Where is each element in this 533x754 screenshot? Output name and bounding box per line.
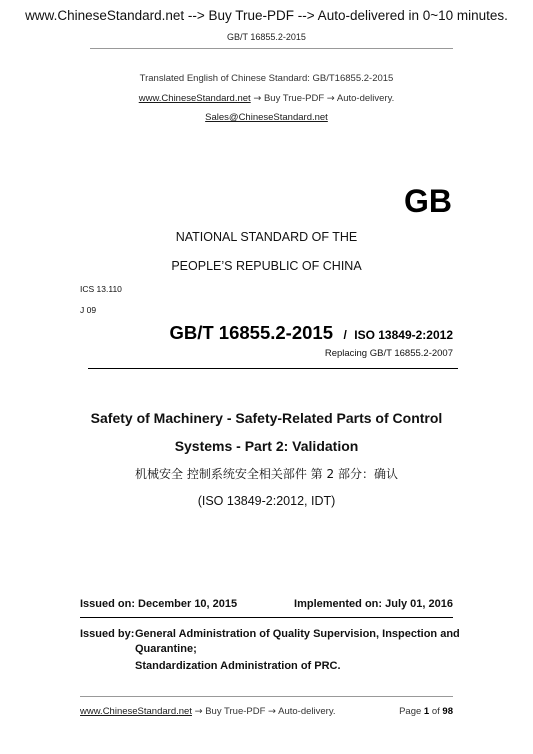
chinese-title: 机械安全 控制系统安全相关部件 第 2 部分：确认 <box>135 467 398 481</box>
replacing-note: Replacing GB/T 16855.2-2007 <box>324 348 453 359</box>
header-divider <box>90 48 453 49</box>
ics-code: ICS 13.110 <box>80 284 122 294</box>
dates-divider <box>80 617 453 618</box>
issued-by-label: Issued by: <box>80 628 135 640</box>
iso-equivalence: (ISO 13849-2:2012, IDT) <box>197 494 336 508</box>
standard-number-separator: / <box>343 328 347 342</box>
page-total: 98 <box>442 706 453 717</box>
arrow-icon: → <box>268 706 277 717</box>
iso-number: ISO 13849-2:2012 <box>354 328 453 342</box>
site-link[interactable]: www.ChineseStandard.net <box>138 93 251 104</box>
arrow-icon: → <box>326 93 335 104</box>
buy-text: Buy True-PDF <box>263 93 325 104</box>
footer-delivery-text: Auto-delivery. <box>278 706 336 717</box>
implemented-date: Implemented on: July 01, 2016 <box>294 598 453 610</box>
email-line <box>0 112 533 123</box>
footer-purchase-line <box>80 706 336 717</box>
gb-mark: GB <box>404 183 452 219</box>
issuer-line1: General Administration of Quality Supervision, Inspection and <box>135 628 460 640</box>
translation-note: Translated English of Chinese Standard: GB/T16855.2-2015 <box>139 73 394 84</box>
page-indicator <box>399 706 453 717</box>
issuer-line3: Standardization Administration of PRC. <box>135 660 341 672</box>
footer-buy-text: Buy True-PDF <box>205 706 266 717</box>
standard-number-main: GB/T 16855.2-2015 <box>169 322 333 343</box>
arrow-icon: → <box>253 93 262 104</box>
purchase-line <box>0 93 533 104</box>
sales-email-link[interactable]: Sales@ChineseStandard.net <box>205 112 328 123</box>
title-divider <box>88 368 458 369</box>
footer-site-link[interactable]: www.ChineseStandard.net <box>80 706 192 717</box>
ccs-code: J 09 <box>80 305 97 315</box>
document-title-line2: Systems - Part 2: Validation <box>174 438 359 454</box>
delivery-text: Auto-delivery. <box>336 93 395 104</box>
header-banner: www.ChineseStandard.net --> Buy True-PDF --> Auto-delivered in 0~10 minutes. <box>25 8 508 23</box>
issuer-line2: Quarantine; <box>135 643 197 655</box>
national-title-line2: PEOPLE’S REPUBLIC OF CHINA <box>171 259 362 273</box>
national-title-line1: NATIONAL STANDARD OF THE <box>175 230 358 244</box>
standard-number <box>169 322 453 344</box>
arrow-icon: → <box>194 706 203 717</box>
of-label: of <box>431 706 440 717</box>
header-doc-code: GB/T 16855.2-2015 <box>227 32 306 42</box>
footer-divider <box>80 696 453 697</box>
issued-date: Issued on: December 10, 2015 <box>80 598 238 610</box>
page-number: 1 <box>423 706 430 717</box>
document-title-line1: Safety of Machinery - Safety-Related Parts of Control <box>90 410 443 426</box>
page-label: Page <box>399 706 422 717</box>
